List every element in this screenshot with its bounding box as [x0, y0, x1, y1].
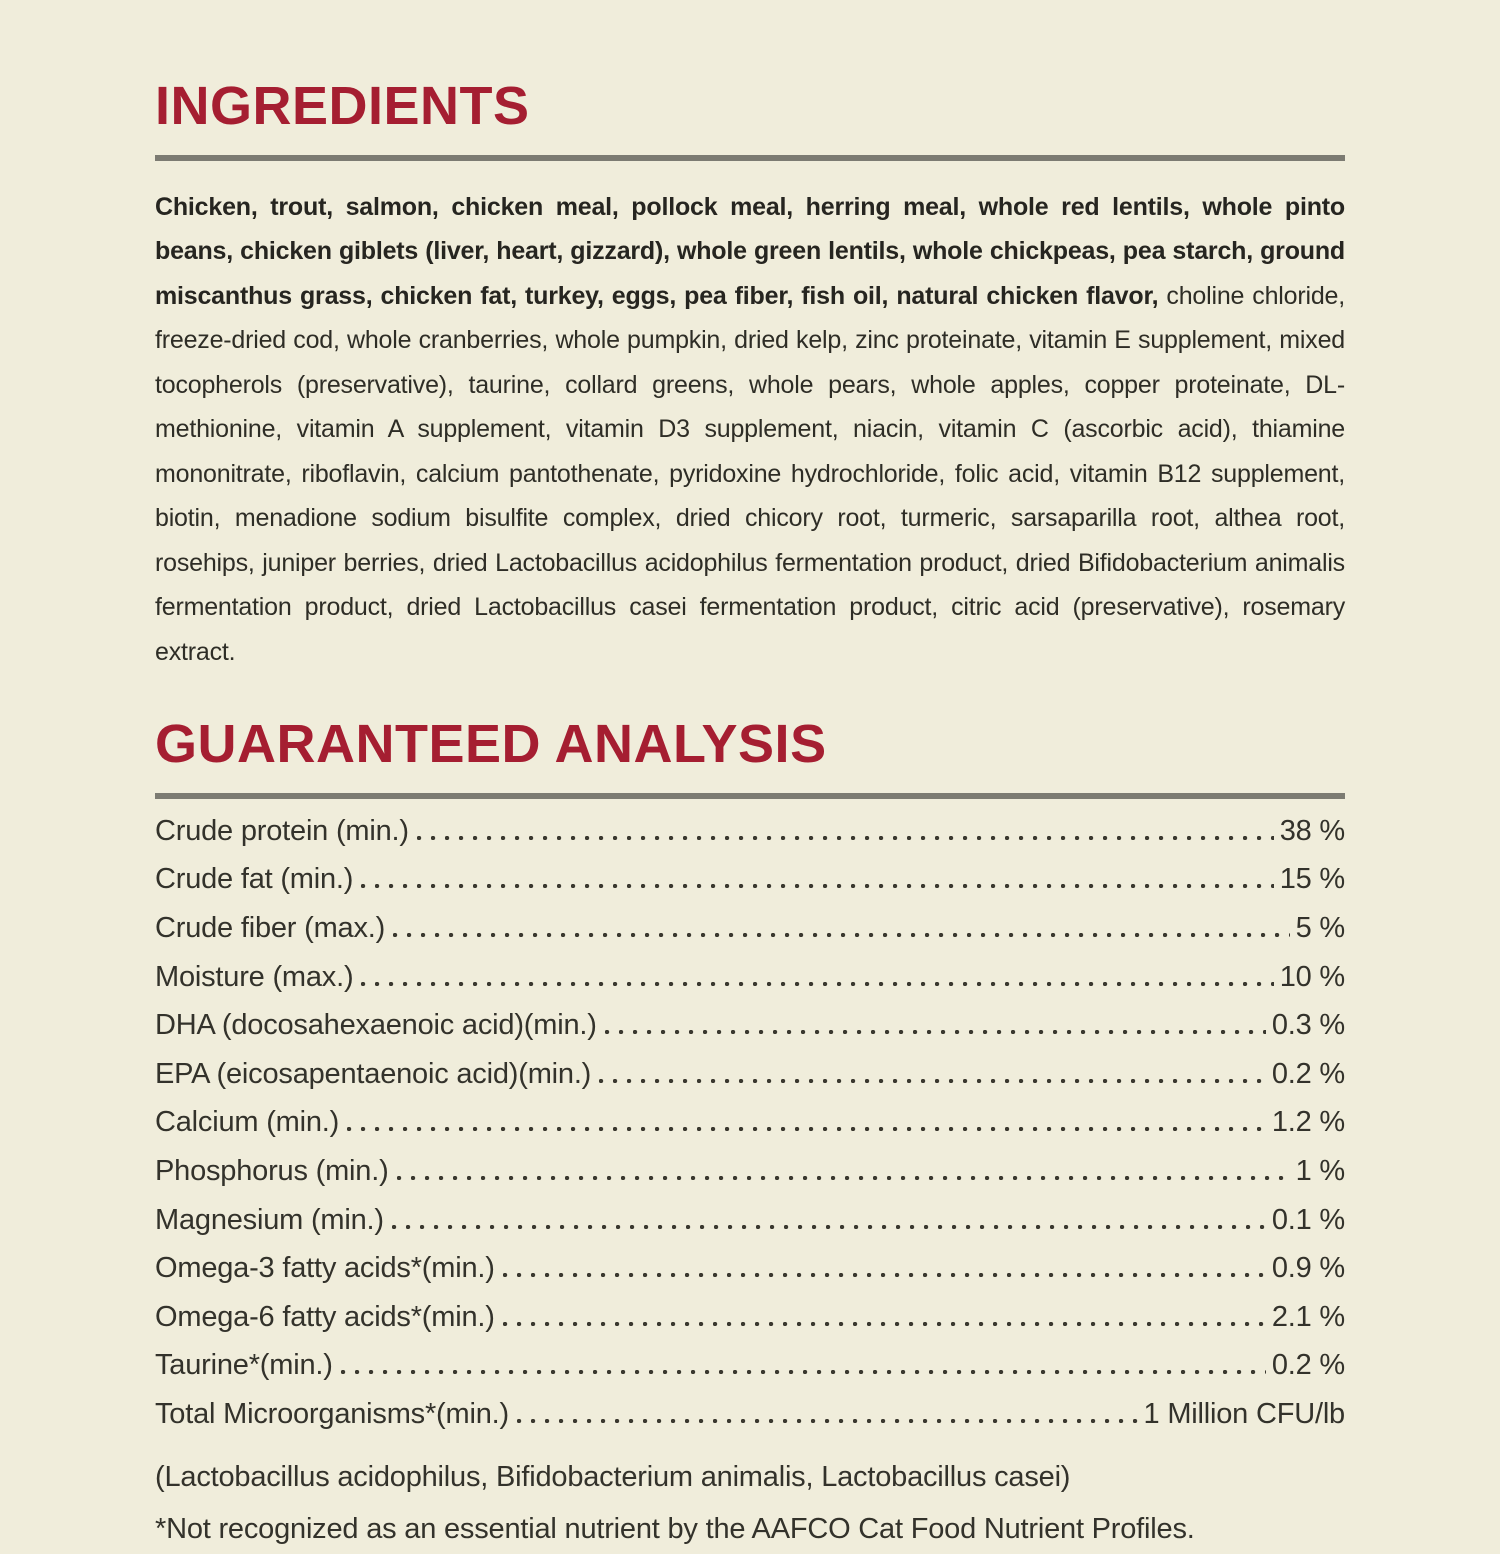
dot-leader: [503, 1273, 1266, 1277]
analysis-row-value: 1 %: [1295, 1155, 1345, 1188]
analysis-row-value: 5 %: [1295, 912, 1345, 945]
dot-leader: [392, 1225, 1266, 1229]
dot-leader: [397, 1176, 1290, 1180]
analysis-row: [155, 863, 1345, 912]
analysis-row: [155, 1155, 1345, 1204]
analysis-row: [155, 1349, 1345, 1398]
analysis-row-label: Crude fat (min.): [155, 863, 354, 896]
analysis-row-label: Crude fiber (max.): [155, 912, 386, 945]
analysis-row-value: 0.2 %: [1271, 1057, 1345, 1090]
analysis-row: [155, 1106, 1345, 1155]
dot-leader: [503, 1322, 1266, 1326]
guaranteed-analysis-title: GUARANTEED ANALYSIS: [155, 714, 827, 775]
analysis-row-value: 15 %: [1279, 863, 1345, 896]
analysis-row-label: Magnesium (min.): [155, 1203, 384, 1236]
analysis-row-label: Moisture (max.): [155, 960, 354, 993]
analysis-row: [155, 1398, 1345, 1447]
dot-leader: [599, 1079, 1266, 1083]
analysis-row-label: DHA (docosahexaenoic acid)(min.): [155, 1009, 597, 1042]
analysis-row: [155, 912, 1345, 961]
analysis-row-label: Calcium (min.): [155, 1106, 340, 1139]
dot-leader: [517, 1419, 1138, 1423]
analysis-row-label: EPA (eicosapentaenoic acid)(min.): [155, 1057, 592, 1090]
guaranteed-analysis-divider: [155, 793, 1345, 799]
dot-leader: [361, 982, 1273, 986]
analysis-row: [155, 1252, 1345, 1301]
analysis-row-label: Crude protein (min.): [155, 814, 409, 847]
ingredients-paragraph: [155, 185, 1345, 675]
analysis-row-value: 0.9 %: [1271, 1252, 1345, 1285]
analysis-row: [155, 1204, 1345, 1253]
dot-leader: [605, 1030, 1266, 1034]
microorganisms-note: (Lactobacillus acidophilus, Bifidobacterium animalis, Lactobacillus casei): [155, 1460, 1071, 1493]
analysis-row-label: Omega-3 fatty acids*(min.): [155, 1252, 495, 1285]
analysis-row-label: Total Microorganisms*(min.): [155, 1398, 509, 1430]
analysis-row-value: 1 Million CFU/lb: [1143, 1398, 1345, 1430]
analysis-row-label: Taurine*(min.): [155, 1349, 333, 1382]
dot-leader: [341, 1370, 1266, 1374]
ingredients-primary-text: Chicken, trout, salmon, chicken meal, pollock meal, herring meal, whole red lentils, whole pinto beans, chicken giblets (liver, heart, gizzard), whole green lentils, whole chickpeas, pea starch, ground miscanthus grass, chicken fat, turkey, eggs, pea fiber, fish oil, natural chicken flavor,: [155, 192, 1345, 310]
dot-leader: [417, 836, 1274, 840]
analysis-row-label: Omega-6 fatty acids*(min.): [155, 1300, 495, 1333]
analysis-row-value: 0.3 %: [1271, 1009, 1345, 1042]
aafco-footnote: *Not recognized as an essential nutrient by the AAFCO Cat Food Nutrient Profiles.: [155, 1513, 1195, 1546]
analysis-row-value: 1.2 %: [1271, 1106, 1345, 1139]
analysis-row: [155, 815, 1345, 864]
analysis-row: [155, 961, 1345, 1010]
analysis-row-value: 38 %: [1279, 814, 1345, 847]
dot-leader: [361, 884, 1273, 888]
analysis-row: [155, 1301, 1345, 1350]
dot-leader: [347, 1127, 1266, 1131]
analysis-row: [155, 1058, 1345, 1107]
guaranteed-analysis-table: [155, 815, 1345, 1447]
analysis-row-label: Phosphorus (min.): [155, 1155, 389, 1188]
ingredients-title: INGREDIENTS: [155, 76, 530, 136]
analysis-row-value: 10 %: [1279, 960, 1345, 993]
ingredients-secondary-text: choline chloride, freeze-dried cod, whole cranberries, whole pumpkin, dried kelp, zinc proteinate, vitamin E supplement, mixed tocopherols (preservative), taurine, collard greens, whole pears, whole apples, copper proteinate, DL-methionine, vitamin A supplement, vitamin D3 supplement, niacin, vitamin C (ascorbic acid), thiamine mononitrate, riboflavin, calcium pantothenate, pyridoxine hydrochloride, folic acid, vitamin B12 supplement, biotin, menadione sodium bisulfite complex, dried chicory root, turmeric, sarsaparilla root, althea root, rosehips, juniper berries, dried Lactobacillus acidophilus fermentation product, dried Bifidobacterium animalis fermentation product, dried Lactobacillus casei fermentation product, citric acid (preservative), rosemary extract.: [155, 281, 1345, 666]
analysis-row-value: 2.1 %: [1271, 1300, 1345, 1333]
ingredients-divider: [155, 155, 1345, 161]
analysis-row-value: 0.2 %: [1271, 1349, 1345, 1382]
analysis-row-value: 0.1 %: [1271, 1203, 1345, 1236]
analysis-row: [155, 1009, 1345, 1058]
dot-leader: [393, 933, 1290, 937]
